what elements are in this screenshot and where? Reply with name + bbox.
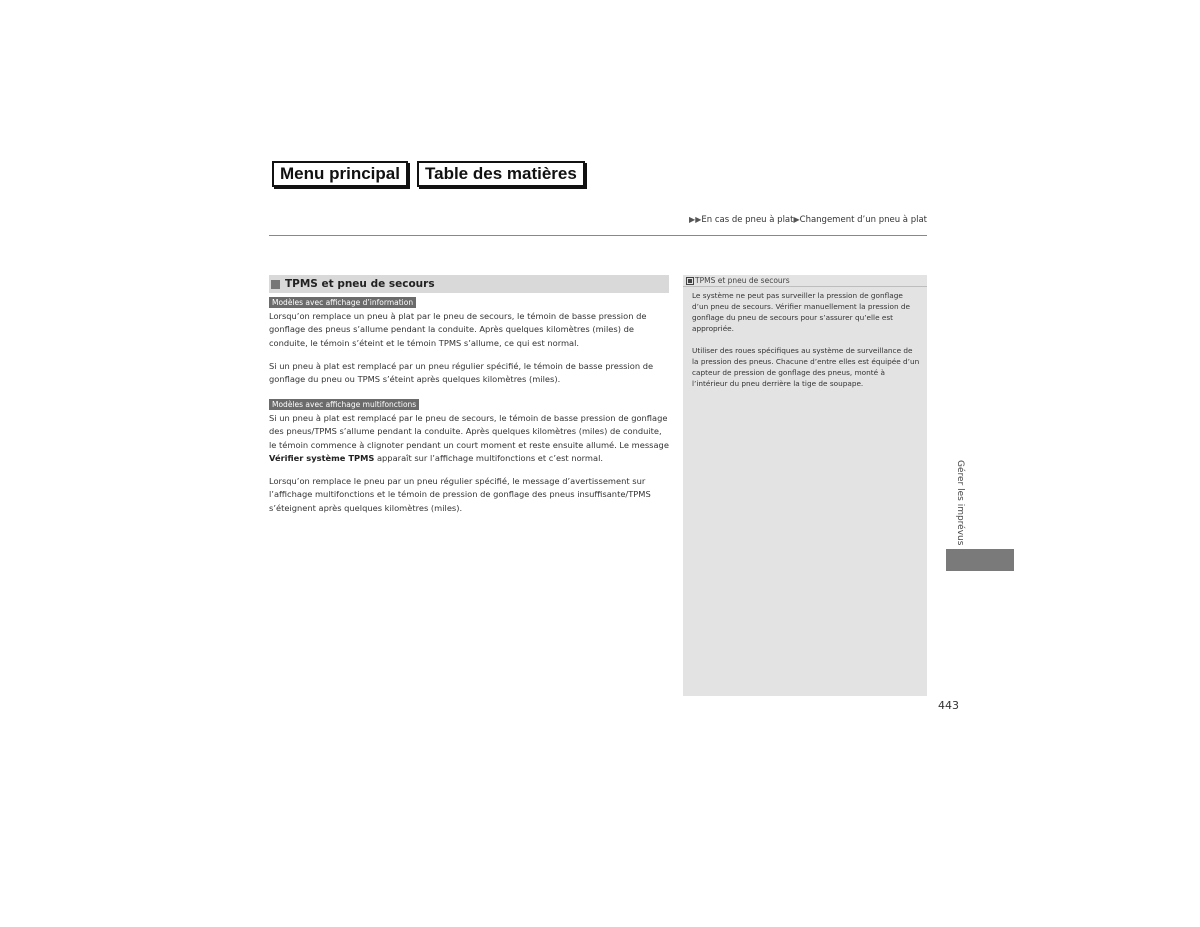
page-number: 443 (938, 699, 959, 712)
sidebar-paragraph-1: Le système ne peut pas surveiller la pression de gonflage d’un pneu de secours. Vérifier manuellement la pression de gonflage du pneu de secours pour s’assurer qu’elle est appropriée. (692, 291, 911, 334)
sidebar-notes-panel (683, 275, 927, 696)
body-paragraph-3-end: apparaît sur l’affichage multifonctions et c’est normal. (374, 452, 604, 463)
tpms-message-text: Vérifier système TPMS (269, 452, 375, 463)
body-paragraph-2: Si un pneu à plat est remplacé par un pneu régulier spécifié, le témoin de basse pression de gonflage du pneu ou TPMS s’éteint après quelques kilomètres (miles). (269, 361, 654, 385)
breadcrumb (689, 215, 927, 225)
sidebar-paragraph-2: Utiliser des roues spécifiques au système de surveillance de la pression des pneus. Chacune d’entre elles est équipée d’un capteur de pression de gonflage des pneus, monté à l’intérieur du pneu derrière la tige de soupape. (692, 346, 920, 389)
breadcrumb-item-change-tire[interactable]: Changement d’un pneu à plat (799, 215, 927, 225)
breadcrumb-arrow-icon: ▶ (793, 215, 800, 224)
sidebar-divider (683, 286, 927, 287)
main-menu-button[interactable]: Menu principal (272, 161, 408, 187)
section-title: TPMS et pneu de secours (285, 278, 435, 290)
note-marker-icon (686, 277, 694, 285)
model-tag-multi-display: Modèles avec affichage multifonctions (269, 399, 419, 410)
breadcrumb-arrow-icon: ▶▶ (689, 215, 702, 224)
body-paragraph-3 (269, 412, 669, 465)
model-tag-info-display: Modèles avec affichage d’information (269, 297, 416, 308)
sidebar-title-text: TPMS et pneu de secours (695, 276, 790, 285)
body-paragraph-3-start: Si un pneu à plat est remplacé par le pneu de secours, le témoin de basse pression de gonflage des pneus/TPMS s’allume pendant la conduite. Après quelques kilomètres (miles) de conduite, le témoin commence à clignoter pendant un court moment et reste ensuite allumé. Le message (269, 413, 669, 450)
sidebar-title (686, 276, 790, 285)
breadcrumb-item-flat-tire[interactable]: En cas de pneu à plat (701, 215, 794, 225)
body-paragraph-1: Lorsqu’on remplace un pneu à plat par le pneu de secours, le témoin de basse pression de gonflage des pneus s’allume pendant la conduite. Après quelques kilomètres (miles) de conduite, le témoin s’éteint et le témoin TPMS s’allume, ce qui est normal. (269, 311, 647, 348)
section-square-icon (271, 280, 280, 289)
table-of-contents-button[interactable]: Table des matières (417, 161, 585, 187)
chapter-tab-label: Gérer les imprévus (955, 460, 965, 546)
header-divider (269, 235, 927, 236)
body-paragraph-4: Lorsqu’on remplace le pneu par un pneu régulier spécifié, le message d’avertissement sur l’affichage multifonctions et le témoin de pression de gonflage des pneus insuffisante/TPMS s’éteignent après quelques kilomètres (miles). (269, 476, 651, 513)
chapter-tab-marker[interactable] (946, 549, 1014, 571)
section-heading (269, 275, 669, 293)
